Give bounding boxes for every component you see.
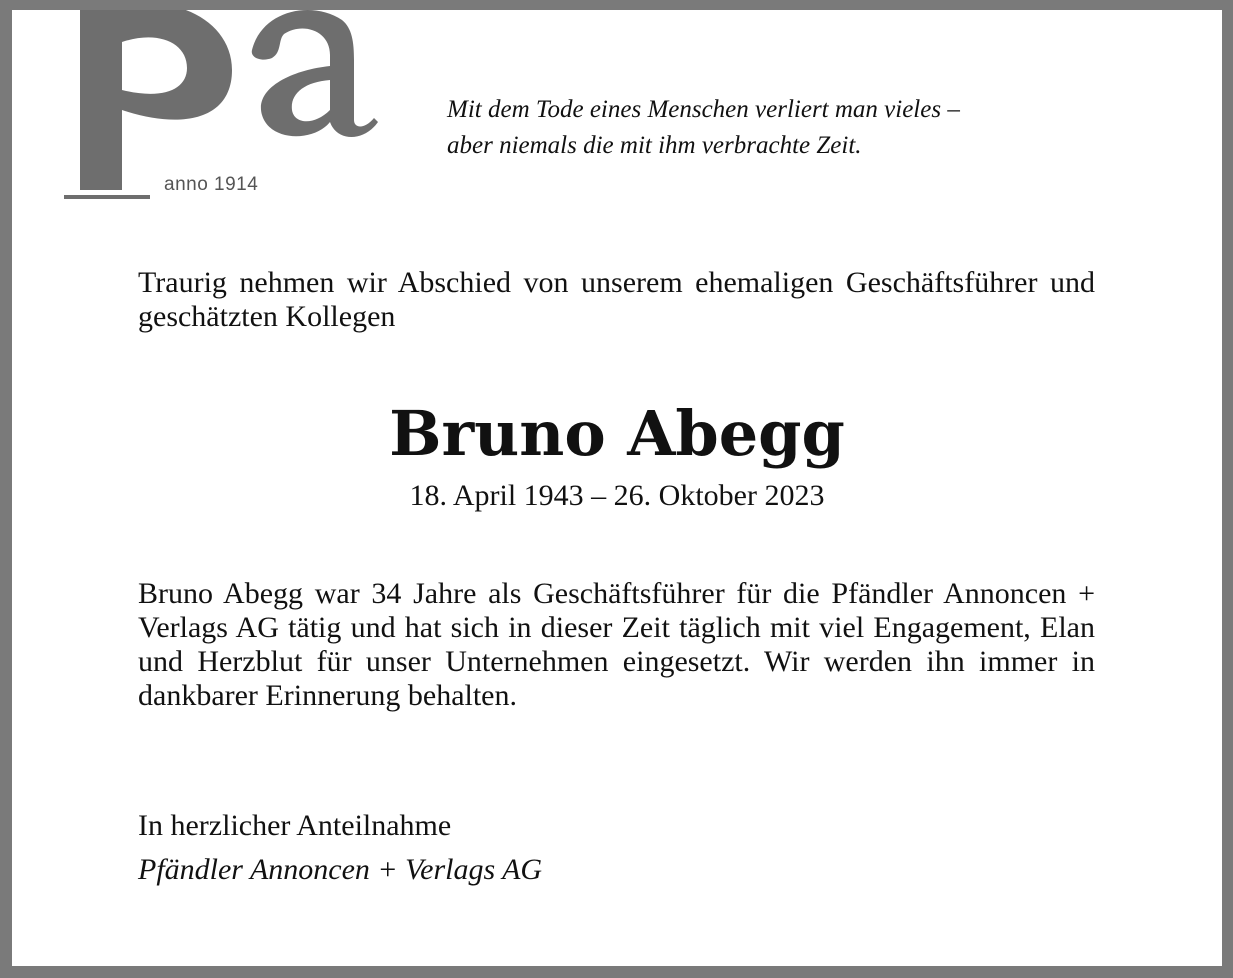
closing-greeting: In herzlicher Anteilnahme bbox=[138, 809, 452, 842]
logo-subtitle: anno 1914 bbox=[164, 174, 259, 195]
pa-logo bbox=[52, 10, 392, 200]
quote-line-1: Mit dem Tode eines Menschen verliert man vieles – bbox=[447, 96, 960, 123]
tribute-paragraph: Bruno Abegg war 34 Jahre als Geschäftsführer für die Pfändler Annoncen + Verlags AG tätig und hat sich in dieser Zeit täglich mit viel Engagement, Elan und Herzblut für unser Unternehmen eingesetzt. Wir werden ihn immer in dankbarer Erinnerung behalten. bbox=[138, 577, 1095, 712]
signature: Pfändler Annoncen + Verlags AG bbox=[138, 853, 543, 886]
obituary-notice bbox=[12, 10, 1222, 966]
intro-paragraph: Traurig nehmen wir Abschied von unserem ehemaligen Geschäftsführer und geschätzten Kollegen bbox=[138, 266, 1095, 333]
deceased-name: Bruno Abegg bbox=[389, 397, 845, 470]
life-dates: 18. April 1943 – 26. Oktober 2023 bbox=[409, 479, 825, 512]
quote-line-2: aber niemals die mit ihm verbrachte Zeit. bbox=[447, 132, 862, 159]
epigraph-quote bbox=[447, 92, 1147, 164]
